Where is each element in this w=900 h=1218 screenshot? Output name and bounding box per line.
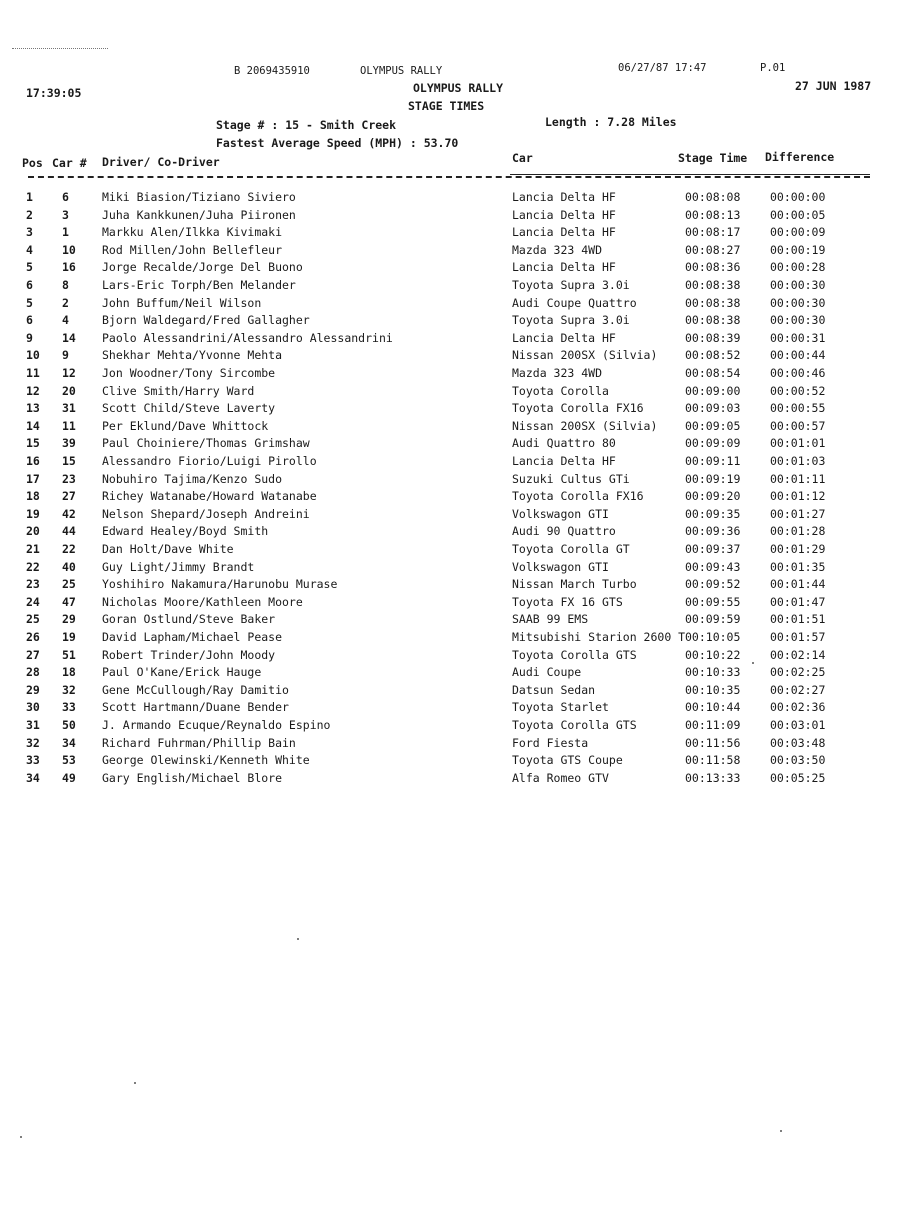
row-car-number: 8: [62, 278, 69, 292]
row-difference: 00:01:27: [770, 506, 826, 521]
row-car: Nissan 200SX (Silvia): [512, 418, 658, 433]
row-car-number: 2: [62, 295, 69, 310]
header-rule-dashed: [28, 176, 870, 178]
row-difference: 00:00:46: [770, 366, 826, 380]
row-pos: 5: [26, 260, 33, 275]
row-stage-time: 00:09:19: [685, 471, 741, 486]
row-difference: 00:01:47: [770, 594, 826, 609]
row-difference: 00:00:28: [770, 260, 826, 275]
table-row: [0, 491, 900, 507]
row-pos: 22: [26, 559, 40, 574]
row-car-number: 6: [62, 190, 69, 204]
row-car: Toyota GTS Coupe: [512, 753, 623, 768]
table-row: [0, 647, 900, 666]
row-stage-time: 00:09:37: [685, 542, 741, 556]
row-pos: 11: [26, 366, 40, 380]
row-driver: Nicholas Moore/Kathleen Moore: [102, 594, 303, 609]
row-difference: 00:05:25: [770, 770, 826, 785]
row-car: Toyota Corolla: [512, 383, 609, 398]
fax-page: P.01: [760, 62, 786, 74]
row-car-number: 18: [62, 665, 76, 680]
row-car: SAAB 99 EMS: [512, 612, 589, 627]
row-driver: Alessandro Fiorio/Luigi Pirollo: [102, 454, 317, 468]
row-car-number: 23: [62, 471, 76, 486]
row-pos: 28: [26, 665, 40, 680]
table-row: [0, 755, 900, 771]
scan-speck: [752, 662, 754, 664]
row-car-number: 51: [62, 647, 76, 662]
row-car-number: 10: [62, 242, 76, 257]
row-difference: 00:02:25: [770, 665, 826, 680]
table-row: [0, 682, 900, 701]
row-car: Toyota Supra 3.0i: [512, 313, 630, 328]
row-car: Toyota FX 16 GTS: [512, 594, 623, 609]
row-driver: Nelson Shepard/Joseph Andreini: [102, 506, 310, 521]
row-car: Mazda 323 4WD: [512, 242, 603, 257]
row-stage-time: 00:11:58: [685, 753, 741, 768]
row-difference: 00:00:44: [770, 348, 826, 363]
col-header-car-num: Car #: [52, 156, 87, 170]
header-rule-thin: [510, 174, 870, 175]
row-pos: 27: [26, 647, 40, 662]
table-row: [0, 735, 900, 754]
row-pos: 30: [26, 700, 40, 715]
row-difference: 00:00:09: [770, 225, 826, 240]
row-driver: Paul O'Kane/Erick Hauge: [102, 665, 262, 680]
row-car: Audi 90 Quattro: [512, 524, 616, 539]
row-difference: 00:03:01: [770, 718, 826, 732]
row-stage-time: 00:08:36: [685, 260, 741, 275]
row-stage-time: 00:09:55: [685, 594, 741, 609]
row-difference: 00:02:27: [770, 682, 826, 697]
table-row: [0, 383, 900, 402]
row-driver: Markku Alen/Ilkka Kivimaki: [102, 225, 283, 240]
row-car-number: 9: [62, 348, 69, 363]
row-pos: 6: [26, 313, 33, 328]
row-difference: 00:01:57: [770, 630, 826, 644]
row-car: Toyota Corolla FX16: [512, 401, 644, 416]
row-stage-time: 00:10:22: [685, 647, 741, 662]
row-car: Toyota Corolla FX16: [512, 489, 644, 504]
table-row: [0, 207, 900, 226]
row-car: Alfa Romeo GTV: [512, 770, 609, 785]
report-date: 27 JUN 1987: [795, 79, 872, 93]
row-stage-time: 00:09:20: [685, 489, 741, 504]
table-row: [0, 720, 900, 736]
table-row: [0, 368, 900, 384]
row-difference: 00:02:14: [770, 647, 826, 662]
row-car: Ford Fiesta: [512, 735, 589, 750]
report-subtitle: STAGE TIMES: [408, 99, 485, 113]
row-car-number: 19: [62, 630, 76, 644]
table-row: [0, 544, 900, 560]
table-row: [0, 280, 900, 296]
row-car: Nissan 200SX (Silvia): [512, 348, 658, 363]
stage-length: Length : 7.28 Miles: [545, 115, 677, 129]
row-difference: 00:03:50: [770, 753, 826, 768]
row-pos: 18: [26, 489, 40, 504]
row-car: Toyota Supra 3.0i: [512, 278, 630, 292]
col-header-stage-time: Stage Time: [678, 151, 748, 165]
row-car-number: 42: [62, 506, 76, 521]
row-car-number: 29: [62, 612, 76, 627]
row-driver: Shekhar Mehta/Yvonne Mehta: [102, 348, 283, 363]
row-difference: 00:00:05: [770, 207, 826, 222]
report-time: 17:39:05: [26, 86, 82, 100]
row-difference: 00:00:00: [770, 190, 826, 204]
row-car: Datsun Sedan: [512, 682, 596, 697]
row-stage-time: 00:09:59: [685, 612, 741, 627]
row-stage-time: 00:09:09: [685, 436, 741, 451]
table-row: [0, 594, 900, 613]
row-driver: Nobuhiro Tajima/Kenzo Sudo: [102, 471, 283, 486]
row-difference: 00:00:30: [770, 278, 826, 292]
row-car-number: 27: [62, 489, 76, 504]
row-driver: Scott Hartmann/Duane Bender: [102, 700, 289, 715]
row-pos: 4: [26, 242, 33, 257]
row-pos: 21: [26, 542, 40, 556]
row-pos: 25: [26, 612, 40, 627]
table-row: [0, 315, 900, 331]
row-stage-time: 00:09:00: [685, 383, 741, 398]
fax-phone: B 2069435910: [234, 65, 310, 77]
row-pos: 17: [26, 471, 40, 486]
row-driver: Dan Holt/Dave White: [102, 542, 234, 556]
row-driver: Miki Biasion/Tiziano Siviero: [102, 190, 296, 204]
row-car: Toyota Corolla GTS: [512, 718, 637, 732]
col-header-car: Car: [512, 151, 533, 165]
row-pos: 13: [26, 401, 40, 416]
table-row: [0, 295, 900, 314]
row-stage-time: 00:08:39: [685, 330, 741, 345]
table-row: [0, 350, 900, 366]
row-difference: 00:01:11: [770, 471, 826, 486]
row-driver: Paolo Alessandrini/Alessandro Alessandrini: [102, 330, 393, 345]
row-car-number: 31: [62, 401, 76, 416]
table-row: [0, 614, 900, 630]
scan-speck: [20, 1136, 22, 1138]
row-car-number: 12: [62, 366, 76, 380]
row-car: Lancia Delta HF: [512, 207, 616, 222]
scan-speck: [134, 1082, 136, 1084]
row-driver: Juha Kankkunen/Juha Piironen: [102, 207, 296, 222]
row-pos: 29: [26, 682, 40, 697]
row-pos: 19: [26, 506, 40, 521]
row-driver: Richard Fuhrman/Phillip Bain: [102, 735, 296, 750]
row-car-number: 3: [62, 207, 69, 222]
row-driver: Rod Millen/John Bellefleur: [102, 242, 283, 257]
row-stage-time: 00:08:38: [685, 278, 741, 292]
row-driver: Scott Child/Steve Laverty: [102, 401, 276, 416]
row-stage-time: 00:08:52: [685, 348, 741, 363]
row-difference: 00:03:48: [770, 735, 826, 750]
table-row: [0, 506, 900, 525]
row-driver: Per Eklund/Dave Whittock: [102, 418, 269, 433]
report-title: OLYMPUS RALLY: [413, 81, 504, 95]
row-pos: 32: [26, 735, 40, 750]
row-difference: 00:00:57: [770, 418, 826, 433]
table-row: [0, 418, 900, 437]
row-driver: George Olewinski/Kenneth White: [102, 753, 310, 768]
row-car-number: 1: [62, 225, 69, 240]
row-driver: Paul Choiniere/Thomas Grimshaw: [102, 436, 310, 451]
row-car-number: 22: [62, 542, 76, 556]
row-stage-time: 00:10:44: [685, 700, 741, 715]
row-pos: 10: [26, 348, 40, 363]
row-difference: 00:01:01: [770, 436, 826, 451]
row-car: Lancia Delta HF: [512, 260, 616, 275]
row-pos: 12: [26, 383, 40, 398]
table-row: [0, 632, 900, 648]
row-stage-time: 00:11:56: [685, 735, 741, 750]
row-pos: 20: [26, 524, 40, 539]
row-driver: David Lapham/Michael Pease: [102, 630, 283, 644]
row-car-number: 50: [62, 718, 76, 732]
row-pos: 6: [26, 278, 33, 292]
row-difference: 00:00:52: [770, 383, 826, 398]
row-car: Lancia Delta HF: [512, 454, 616, 468]
row-difference: 00:01:03: [770, 454, 826, 468]
col-header-pos: Pos: [22, 156, 43, 170]
row-difference: 00:00:30: [770, 313, 826, 328]
stage-info: Stage # : 15 - Smith Creek: [216, 118, 397, 132]
table-row: [0, 471, 900, 490]
row-difference: 00:01:29: [770, 542, 826, 556]
row-car-number: 20: [62, 383, 76, 398]
scan-speck: [780, 1130, 782, 1132]
row-pos: 14: [26, 418, 40, 433]
row-car: Toyota Corolla GTS: [512, 647, 637, 662]
row-stage-time: 00:09:35: [685, 506, 741, 521]
row-stage-time: 00:10:35: [685, 682, 741, 697]
row-difference: 00:00:31: [770, 330, 826, 345]
row-car: Suzuki Cultus GTi: [512, 471, 630, 486]
row-stage-time: 00:09:36: [685, 524, 741, 539]
row-difference: 00:01:51: [770, 612, 826, 627]
row-stage-time: 00:09:43: [685, 559, 741, 574]
row-car: Lancia Delta HF: [512, 190, 616, 204]
row-car-number: 53: [62, 753, 76, 768]
fax-dotted-line: [12, 48, 108, 49]
row-pos: 9: [26, 330, 33, 345]
row-stage-time: 00:09:52: [685, 577, 741, 592]
row-driver: Bjorn Waldegard/Fred Gallagher: [102, 313, 310, 328]
row-stage-time: 00:10:33: [685, 665, 741, 680]
row-stage-time: 00:08:08: [685, 190, 741, 204]
col-header-driver: Driver/ Co-Driver: [102, 155, 220, 169]
row-stage-time: 00:09:05: [685, 418, 741, 433]
row-car-number: 15: [62, 454, 76, 468]
table-row: [0, 330, 900, 349]
row-pos: 5: [26, 295, 33, 310]
row-driver: Jorge Recalde/Jorge Del Buono: [102, 260, 303, 275]
row-car: Audi Coupe Quattro: [512, 295, 637, 310]
table-row: [0, 702, 900, 718]
row-difference: 00:01:44: [770, 577, 826, 592]
row-car-number: 39: [62, 436, 76, 451]
row-difference: 00:02:36: [770, 700, 826, 715]
fastest-speed: Fastest Average Speed (MPH) : 53.70: [216, 136, 459, 150]
row-car-number: 34: [62, 735, 76, 750]
row-pos: 33: [26, 753, 40, 768]
row-stage-time: 00:08:38: [685, 313, 741, 328]
row-driver: Jon Woodner/Tony Sircombe: [102, 366, 276, 380]
row-car: Volkswagon GTI: [512, 506, 609, 521]
col-header-difference: Difference: [765, 150, 835, 164]
row-difference: 00:01:35: [770, 559, 826, 574]
table-row: [0, 227, 900, 243]
row-car: Mazda 323 4WD: [512, 366, 603, 380]
table-row: [0, 770, 900, 789]
row-car: Audi Coupe: [512, 665, 582, 680]
row-stage-time: 00:08:17: [685, 225, 741, 240]
row-driver: Yoshihiro Nakamura/Harunobu Murase: [102, 577, 338, 592]
table-row: [0, 192, 900, 208]
row-car-number: 40: [62, 559, 76, 574]
row-car-number: 11: [62, 418, 76, 433]
row-driver: J. Armando Ecuque/Reynaldo Espino: [102, 718, 331, 732]
row-car-number: 4: [62, 313, 69, 328]
row-car-number: 49: [62, 770, 76, 785]
row-stage-time: 00:08:54: [685, 366, 741, 380]
row-car-number: 25: [62, 577, 76, 592]
fax-sender: OLYMPUS RALLY: [360, 65, 443, 77]
fax-datetime: 06/27/87 17:47: [618, 62, 707, 74]
row-pos: 26: [26, 630, 40, 644]
row-stage-time: 00:13:33: [685, 770, 741, 785]
row-pos: 1: [26, 190, 33, 204]
row-car: Nissan March Turbo: [512, 577, 637, 592]
row-car: Toyota Starlet: [512, 700, 609, 715]
row-pos: 31: [26, 718, 40, 732]
row-car-number: 44: [62, 524, 76, 539]
row-car: Mitsubishi Starion 2600 T: [512, 630, 686, 644]
row-pos: 24: [26, 594, 40, 609]
row-driver: Lars-Eric Torph/Ben Melander: [102, 278, 296, 292]
row-difference: 00:00:19: [770, 242, 826, 257]
row-car: Volkswagon GTI: [512, 559, 609, 574]
table-row: [0, 403, 900, 419]
row-stage-time: 00:10:05: [685, 630, 741, 644]
table-row: [0, 526, 900, 542]
table-row: [0, 262, 900, 278]
row-pos: 34: [26, 770, 40, 785]
row-difference: 00:01:28: [770, 524, 826, 539]
row-pos: 16: [26, 454, 40, 468]
row-car-number: 32: [62, 682, 76, 697]
table-row: [0, 667, 900, 683]
row-driver: Clive Smith/Harry Ward: [102, 383, 255, 398]
row-difference: 00:00:55: [770, 401, 826, 416]
row-stage-time: 00:08:13: [685, 207, 741, 222]
row-pos: 23: [26, 577, 40, 592]
row-driver: Gene McCullough/Ray Damitio: [102, 682, 289, 697]
row-driver: Robert Trinder/John Moody: [102, 647, 276, 662]
row-stage-time: 00:11:09: [685, 718, 741, 732]
table-row: [0, 242, 900, 261]
scan-speck: [297, 938, 299, 940]
row-pos: 2: [26, 207, 33, 222]
row-car-number: 33: [62, 700, 76, 715]
row-pos: 15: [26, 436, 40, 451]
row-stage-time: 00:09:03: [685, 401, 741, 416]
table-row: [0, 579, 900, 595]
row-car: Lancia Delta HF: [512, 225, 616, 240]
row-car: Lancia Delta HF: [512, 330, 616, 345]
table-row: [0, 456, 900, 472]
row-difference: 00:01:12: [770, 489, 826, 504]
table-row: [0, 438, 900, 454]
row-car: Toyota Corolla GT: [512, 542, 630, 556]
row-car-number: 16: [62, 260, 76, 275]
row-car-number: 14: [62, 330, 76, 345]
row-stage-time: 00:08:38: [685, 295, 741, 310]
row-driver: John Buffum/Neil Wilson: [102, 295, 262, 310]
row-pos: 3: [26, 225, 33, 240]
row-driver: Gary English/Michael Blore: [102, 770, 283, 785]
row-stage-time: 00:09:11: [685, 454, 741, 468]
row-difference: 00:00:30: [770, 295, 826, 310]
row-driver: Edward Healey/Boyd Smith: [102, 524, 269, 539]
row-driver: Richey Watanabe/Howard Watanabe: [102, 489, 317, 504]
row-driver: Goran Ostlund/Steve Baker: [102, 612, 276, 627]
row-stage-time: 00:08:27: [685, 242, 741, 257]
row-car: Audi Quattro 80: [512, 436, 616, 451]
row-driver: Guy Light/Jimmy Brandt: [102, 559, 255, 574]
table-row: [0, 559, 900, 578]
row-car-number: 47: [62, 594, 76, 609]
